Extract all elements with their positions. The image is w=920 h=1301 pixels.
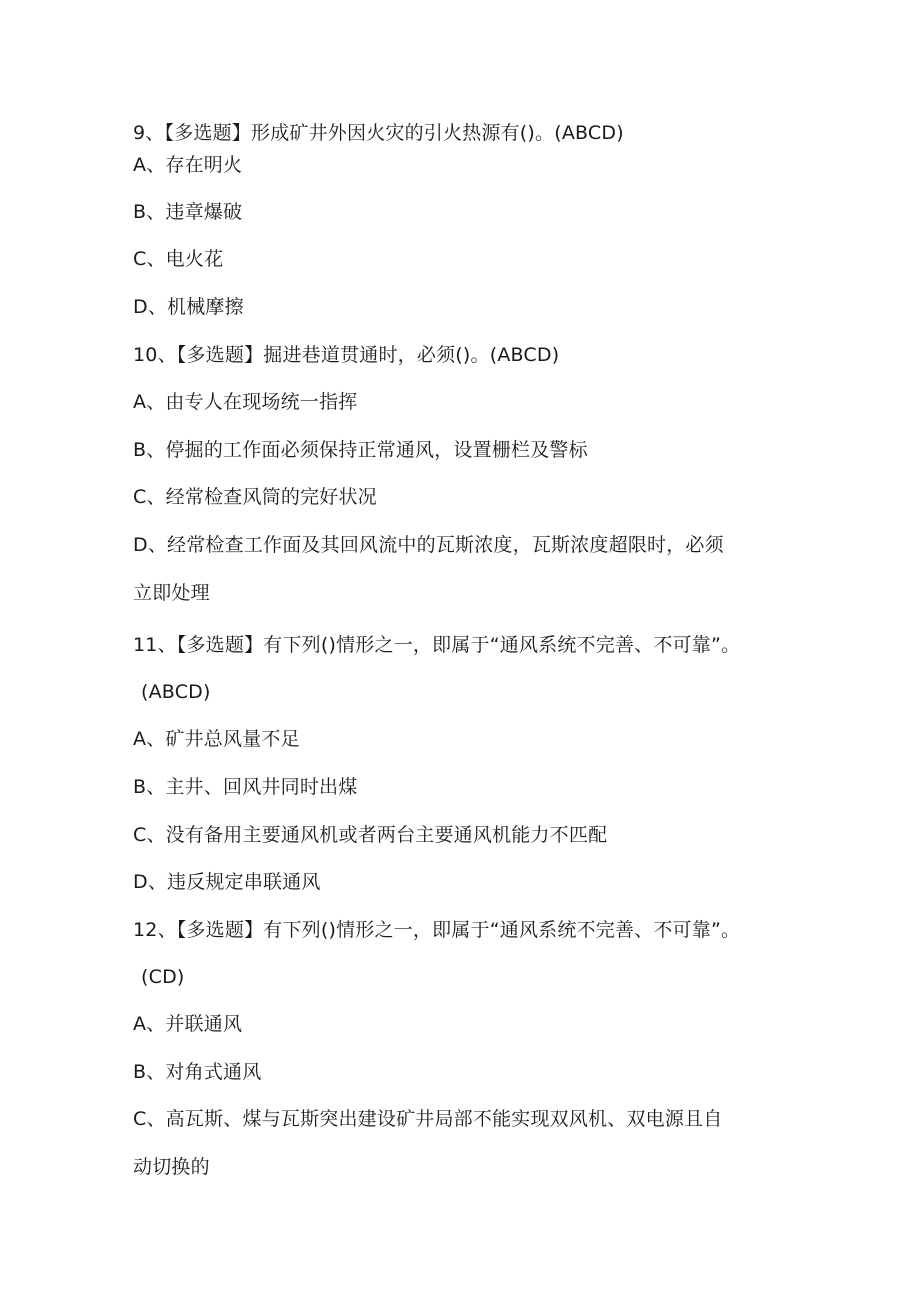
question-12-option-a: A、并联通风 (133, 1013, 243, 1035)
question-9-option-d: D、机械摩擦 (133, 296, 244, 318)
question-9-option-b: B、违章爆破 (133, 201, 243, 223)
question-11-stem: 11、【多选题】有下列()情形之一，即属于“通风系统不完善、不可靠”。 (133, 634, 741, 656)
question-9-stem: 9、【多选题】形成矿井外因火灾的引火热源有()。(ABCD) (133, 122, 624, 144)
question-12-answer: (CD) (141, 966, 185, 988)
question-11-option-d: D、违反规定串联通风 (133, 871, 321, 893)
question-11-answer: (ABCD) (141, 681, 211, 703)
question-9-option-a: A、存在明火 (133, 154, 243, 176)
question-12-option-c-continued: 动切换的 (133, 1156, 210, 1178)
question-10-option-b: B、停掘的工作面必须保持正常通风，设置栅栏及警标 (133, 439, 588, 461)
question-12-stem: 12、【多选题】有下列()情形之一，即属于“通风系统不完善、不可靠”。 (133, 919, 741, 941)
question-10-stem: 10、【多选题】掘进巷道贯通时，必须()。(ABCD) (133, 344, 560, 366)
question-9-option-c: C、电火花 (133, 248, 224, 270)
question-11-option-b: B、主井、回风井同时出煤 (133, 776, 358, 798)
question-10-option-a: A、由专人在现场统一指挥 (133, 391, 358, 413)
question-10-option-c: C、经常检查风筒的完好状况 (133, 486, 377, 508)
question-12-option-b: B、对角式通风 (133, 1061, 262, 1083)
question-10-option-d-continued: 立即处理 (133, 582, 210, 604)
question-11-option-c: C、没有备用主要通风机或者两台主要通风机能力不匹配 (133, 824, 608, 846)
question-10-option-d: D、经常检查工作面及其回风流中的瓦斯浓度，瓦斯浓度超限时，必须 (133, 534, 724, 556)
question-11-option-a: A、矿井总风量不足 (133, 728, 300, 750)
question-12-option-c: C、高瓦斯、煤与瓦斯突出建设矿井局部不能实现双风机、双电源且自 (133, 1108, 723, 1130)
